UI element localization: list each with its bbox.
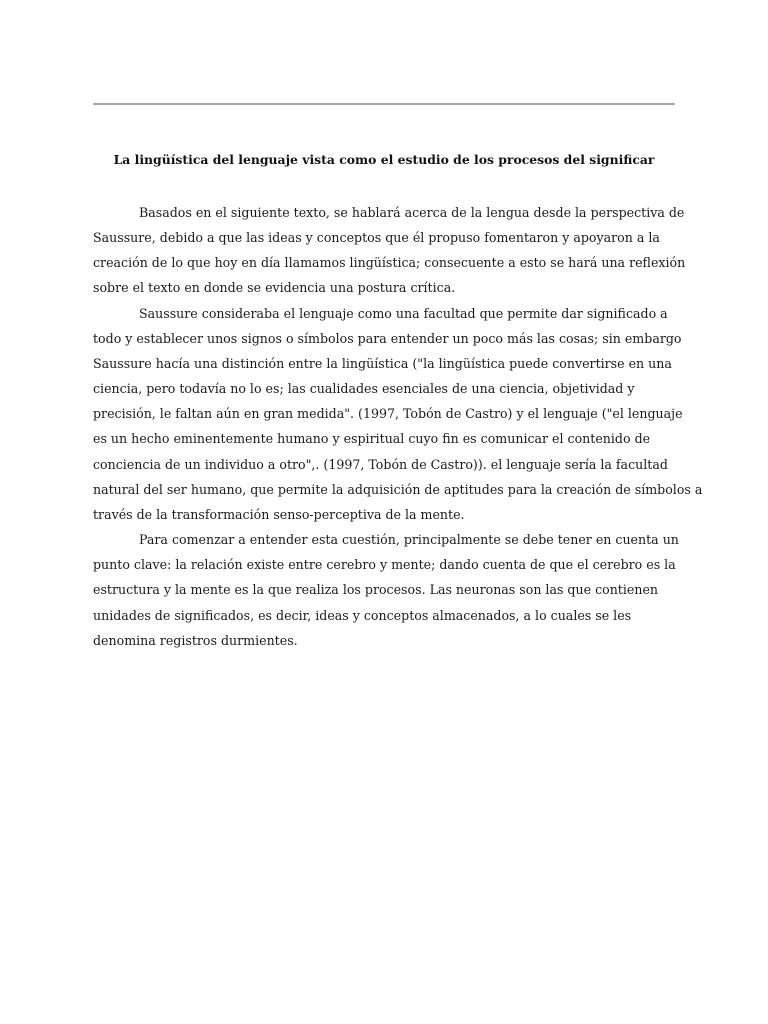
text-line: través de la transformación senso-perceptiva de la mente. [93, 506, 465, 522]
text-line: Saussure, debido a que las ideas y conceptos que él propuso fomentaron y apoyaron a la [93, 230, 660, 246]
header-rule [93, 103, 675, 105]
text-line: Para comenzar a entender esta cuestión, principalmente se debe tener en cuenta un [139, 532, 679, 548]
text-line: Saussure hacía una distinción entre la lingüística ("la lingüística puede convertirse en una [93, 355, 672, 371]
text-line: Basados en el siguiente texto, se hablará acerca de la lengua desde la perspectiva de [139, 205, 685, 220]
text-line: Saussure consideraba el lenguaje como una facultad que permite dar significado a [139, 305, 668, 321]
text-line: todo y establecer unos signos o símbolos para entender un poco más las cosas; sin embargo [93, 330, 682, 346]
document-title: La lingüística del lenguaje vista como el estudio de los procesos del significar [113, 152, 655, 167]
text-line: ciencia, pero todavía no lo es; las cualidades esenciales de una ciencia, objetividad y [93, 381, 635, 397]
text-line: conciencia de un individuo a otro",. (1997, Tobón de Castro)). el lenguaje sería la facultad [93, 456, 668, 472]
text-line: natural del ser humano, que permite la adquisición de aptitudes para la creación de símbolos a [93, 481, 703, 497]
text-line: unidades de significados, es decir, ideas y conceptos almacenados, a lo cuales se les [93, 607, 632, 623]
paragraph-1 [93, 200, 686, 301]
text-line: punto clave: la relación existe entre cerebro y mente; dando cuenta de que el cerebro es la [93, 557, 676, 573]
text-line: sobre el texto en donde se evidencia una postura crítica. [93, 280, 456, 296]
text-line: precisión, le faltan aún en gran medida". (1997, Tobón de Castro) y el lenguaje ("el lenguaje [93, 406, 683, 422]
text-line: estructura y la mente es la que realiza los procesos. Las neuronas son las que contienen [93, 582, 659, 598]
document-body [93, 200, 703, 653]
text-line: es un hecho eminentemente humano y espiritual cuyo fin es comunicar el contenido de [93, 431, 651, 447]
paragraph-2 [93, 301, 703, 527]
text-line: denomina registros durmientes. [93, 632, 298, 648]
paragraph-3 [93, 527, 679, 653]
text-line: creación de lo que hoy en día llamamos lingüística; consecuente a esto se hará una reflexión [93, 255, 686, 271]
